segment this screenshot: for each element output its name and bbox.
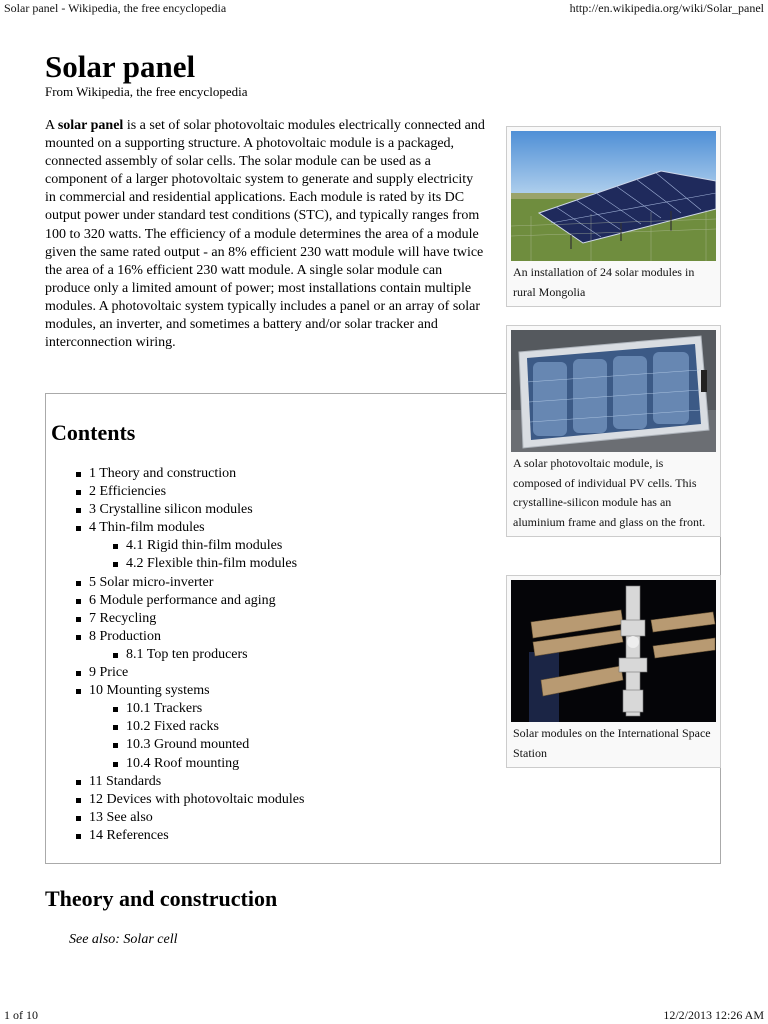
toc-item[interactable]: 5 Solar micro-inverter <box>76 574 304 592</box>
toc-item[interactable]: 7 Recycling <box>76 610 304 628</box>
toc-item[interactable]: 4.2 Flexible thin-film modules <box>113 555 304 573</box>
figure-iss <box>506 575 721 768</box>
intro-paragraph <box>45 117 485 352</box>
page-counter: 1 of 10 <box>4 1008 38 1022</box>
print-header-url: http://en.wikipedia.org/wiki/Solar_panel <box>569 1 764 15</box>
toc-item[interactable]: 12 Devices with photovoltaic modules <box>76 791 304 809</box>
toc-item[interactable]: 6 Module performance and aging <box>76 592 304 610</box>
toc-item[interactable]: 3 Crystalline silicon modules <box>76 501 304 519</box>
print-header-title: Solar panel - Wikipedia, the free encyclopedia <box>4 1 227 15</box>
page-title: Solar panel <box>45 49 196 84</box>
figure-pv-module <box>506 325 721 537</box>
toc-item[interactable]: 2 Efficiencies <box>76 483 304 501</box>
mongolia-solar-installation-image[interactable] <box>511 131 716 261</box>
iss-solar-modules-image[interactable] <box>511 580 716 722</box>
toc-item[interactable]: 8 Production <box>76 628 304 646</box>
toc-item[interactable]: 4.1 Rigid thin-film modules <box>113 537 304 555</box>
toc-item[interactable]: 11 Standards <box>76 773 304 791</box>
intro-rest: is a set of solar photovoltaic modules electrically connected and mounted on a supporting structure. A photovoltaic module is a packaged, connected assembly of solar cells. The solar module can be used as a component of a larger photovoltaic system to generate and supply electricity in commercial and residential applications. Each module is rated by its DC output power under standard test conditions (STC), and typically ranges from 100 to 320 watts. The efficiency of a module determines the area of a module given the same rated output - an 8% efficient 230 watt module will have twice the area of a 16% efficient 230 watt module. A single solar module can produce only a limited amount of power; most installations contain multiple modules. A photovoltaic system typically includes a panel or an array of solar modules, an inverter, and sometimes a battery and/or solar tracker and interconnection wiring. <box>45 118 485 351</box>
see-also-note[interactable]: See also: Solar cell <box>69 932 178 947</box>
toc-title: Contents <box>51 420 136 445</box>
figure-mongolia <box>506 126 721 307</box>
toc-item[interactable]: 9 Price <box>76 664 304 682</box>
figure-pv-module-caption: A solar photovoltaic module, is composed of individual PV cells. This crystalline-silicon module has an aluminium frame and glass on the front. <box>513 456 706 529</box>
intro-bold-term[interactable]: solar panel <box>57 118 124 133</box>
print-footer <box>0 1006 768 1024</box>
toc-item[interactable]: 10.2 Fixed racks <box>113 718 304 736</box>
toc-item[interactable]: 10.1 Trackers <box>113 700 304 718</box>
section-title-theory: Theory and construction <box>45 886 278 911</box>
toc-item[interactable]: 13 See also <box>76 809 304 827</box>
figure-mongolia-caption: An installation of 24 solar modules in rural Mongolia <box>513 265 695 299</box>
intro-lead: A <box>45 118 58 133</box>
figure-iss-caption: Solar modules on the International Space Station <box>513 726 711 760</box>
page-subtitle: From Wikipedia, the free encyclopedia <box>45 84 248 99</box>
print-timestamp: 12/2/2013 12:26 AM <box>663 1008 764 1022</box>
toc-item[interactable]: 8.1 Top ten producers <box>113 646 304 664</box>
print-header <box>0 0 768 16</box>
toc-item[interactable]: 10.3 Ground mounted <box>113 736 304 754</box>
toc-item[interactable]: 14 References <box>76 827 304 845</box>
photovoltaic-module-image[interactable] <box>511 330 716 452</box>
toc-list <box>76 465 304 845</box>
toc-item[interactable]: 1 Theory and construction <box>76 465 304 483</box>
toc-item[interactable]: 10 Mounting systems <box>76 682 304 700</box>
toc-item[interactable]: 10.4 Roof mounting <box>113 755 304 773</box>
toc-item[interactable]: 4 Thin-film modules <box>76 519 304 537</box>
